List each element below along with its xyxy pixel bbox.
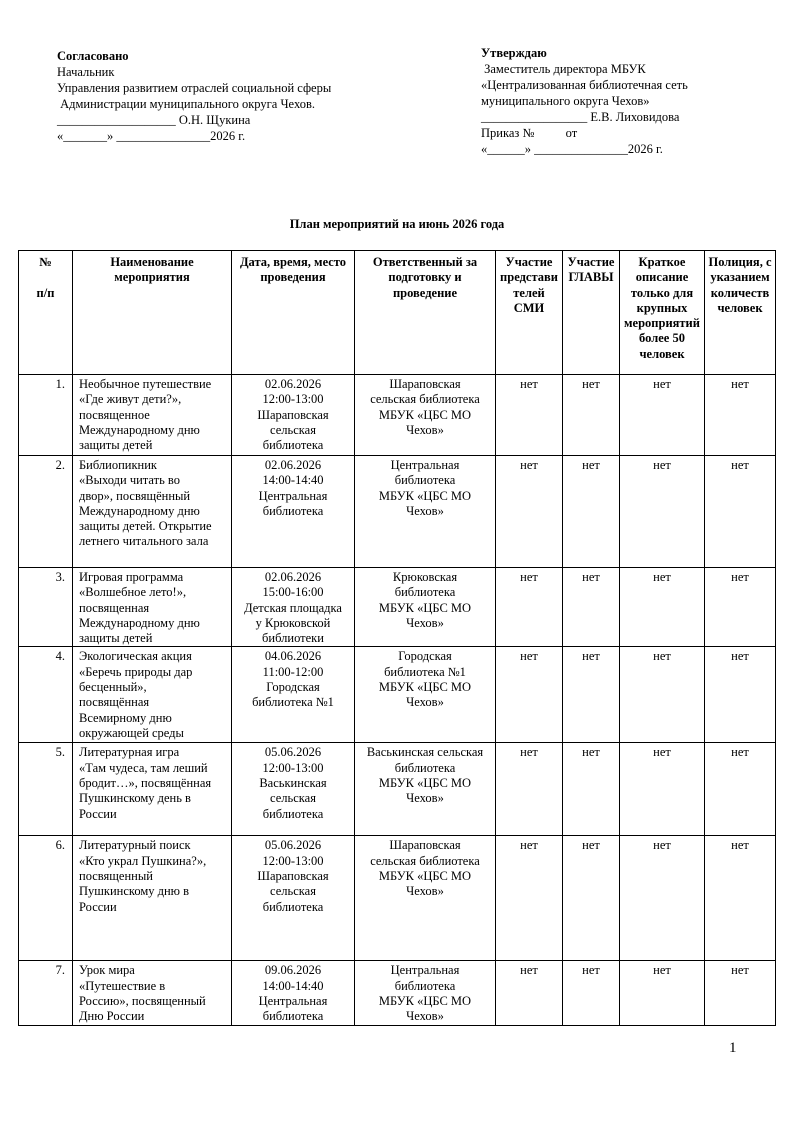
table-row [19, 647, 776, 743]
police-cell: нет [705, 568, 776, 647]
col-header-police: Полиция, с указанием количеств человек [705, 251, 776, 375]
approval-signature-line: _________________ Е.В. Лиховидова [481, 110, 680, 124]
row-number: 7. [19, 961, 73, 1025]
description-cell: нет [620, 836, 705, 961]
page-title: План мероприятий на июнь 2026 года [289, 217, 505, 231]
order-number-line: Приказ № от [481, 126, 578, 140]
approval-date-line: «_______» _______________2026 г. [57, 129, 246, 143]
event-responsible: Центральная библиотека МБУК «ЦБС МО Чехов» [355, 456, 496, 568]
col-header-head: Участие ГЛАВЫ [563, 251, 620, 375]
event-date: 02.06.2026 14:00-14:40 Центральная библиотека [232, 456, 355, 568]
event-name: Игровая программа «Волшебное лето!», посвященная Международному дню защиты детей [73, 568, 232, 647]
event-name: Литературная игра «Там чудеса, там леший бродит…», посвящённая Пушкинскому день в России [73, 743, 232, 836]
media-cell: нет [496, 647, 563, 743]
event-responsible: Шараповская сельская библиотека МБУК «ЦБС МО Чехов» [355, 836, 496, 961]
col-header-name: Наименование мероприятия [73, 251, 232, 375]
col-header-description: Краткое описание только для крупных мероприятий более 50 человек [620, 251, 705, 375]
head-cell: нет [563, 568, 620, 647]
event-responsible: Шараповская сельская библиотека МБУК «ЦБС МО Чехов» [355, 375, 496, 456]
head-cell: нет [563, 456, 620, 568]
table-row [19, 568, 776, 647]
media-cell: нет [496, 568, 563, 647]
event-name: Экологическая акция «Беречь природы дар бесценный», посвящённая Всемирному дню окружающей среды [73, 647, 232, 743]
approval-line: Администрации муниципального округа Чехов. [57, 97, 315, 111]
head-cell: нет [563, 961, 620, 1025]
police-cell: нет [705, 456, 776, 568]
event-date: 04.06.2026 11:00-12:00 Городская библиотека №1 [232, 647, 355, 743]
row-number: 4. [19, 647, 73, 743]
description-cell: нет [620, 961, 705, 1025]
description-cell: нет [620, 647, 705, 743]
table-row [19, 961, 776, 1025]
approval-heading: Согласовано [57, 49, 129, 63]
event-date: 05.06.2026 12:00-13:00 Шараповская сельская библиотека [232, 836, 355, 961]
media-cell: нет [496, 743, 563, 836]
row-number: 2. [19, 456, 73, 568]
police-cell: нет [705, 961, 776, 1025]
police-cell: нет [705, 836, 776, 961]
police-cell: нет [705, 375, 776, 456]
approval-heading: Утверждаю [481, 46, 547, 60]
event-name: Литературный поиск «Кто украл Пушкина?», посвященный Пушкинскому дню в России [73, 836, 232, 961]
approval-line: Управления развитием отраслей социальной сферы [57, 81, 332, 95]
media-cell: нет [496, 456, 563, 568]
event-date: 05.06.2026 12:00-13:00 Васькинская сельская библиотека [232, 743, 355, 836]
head-cell: нет [563, 375, 620, 456]
event-name: Необычное путешествие «Где живут дети?», посвященное Международному дню защиты детей [73, 375, 232, 456]
description-cell: нет [620, 456, 705, 568]
approval-signature-line: ___________________ О.Н. Щукина [57, 113, 251, 127]
col-header-media: Участие представи телей СМИ [496, 251, 563, 375]
description-cell: нет [620, 568, 705, 647]
approval-line: Заместитель директора МБУК [481, 62, 646, 76]
approval-line: «Централизованная библиотечная сеть [481, 78, 688, 92]
approval-block-left [57, 48, 387, 144]
head-cell: нет [563, 743, 620, 836]
media-cell: нет [496, 836, 563, 961]
event-responsible: Городская библиотека №1 МБУК «ЦБС МО Чехов» [355, 647, 496, 743]
table-row [19, 456, 776, 568]
col-header-number: № п/п [19, 251, 73, 375]
event-name: Библиопикник «Выходи читать во двор», посвящённый Международному дню защиты детей. Открытие летнего читального зала [73, 456, 232, 568]
head-cell: нет [563, 836, 620, 961]
table-row [19, 743, 776, 836]
approval-block-right [481, 45, 771, 157]
approval-date-line: «______» _______________2026 г. [481, 142, 663, 156]
event-date: 02.06.2026 15:00-16:00 Детская площадка у Крюковской библиотеки [232, 568, 355, 647]
row-number: 1. [19, 375, 73, 456]
approval-line: Начальник [57, 65, 115, 79]
event-date: 09.06.2026 14:00-14:40 Центральная библиотека [232, 961, 355, 1025]
row-number: 5. [19, 743, 73, 836]
police-cell: нет [705, 647, 776, 743]
event-name: Урок мира «Путешествие в Россию», посвященный Дню России [73, 961, 232, 1025]
table-row [19, 375, 776, 456]
col-header-responsible: Ответственный за подготовку и проведение [355, 251, 496, 375]
row-number: 3. [19, 568, 73, 647]
header-row [19, 251, 776, 375]
event-date: 02.06.2026 12:00-13:00 Шараповская сельская библиотека [232, 375, 355, 456]
events-table [18, 250, 776, 1026]
police-cell: нет [705, 743, 776, 836]
col-header-date: Дата, время, место проведения [232, 251, 355, 375]
description-cell: нет [620, 375, 705, 456]
approval-line: муниципального округа Чехов» [481, 94, 650, 108]
event-responsible: Центральная библиотека МБУК «ЦБС МО Чехов» [355, 961, 496, 1025]
page-number: 1 [729, 1040, 737, 1056]
description-cell: нет [620, 743, 705, 836]
event-responsible: Крюковская библиотека МБУК «ЦБС МО Чехов» [355, 568, 496, 647]
table-row [19, 836, 776, 961]
head-cell: нет [563, 647, 620, 743]
media-cell: нет [496, 961, 563, 1025]
row-number: 6. [19, 836, 73, 961]
event-responsible: Васькинская сельская библиотека МБУК «ЦБС МО Чехов» [355, 743, 496, 836]
media-cell: нет [496, 375, 563, 456]
